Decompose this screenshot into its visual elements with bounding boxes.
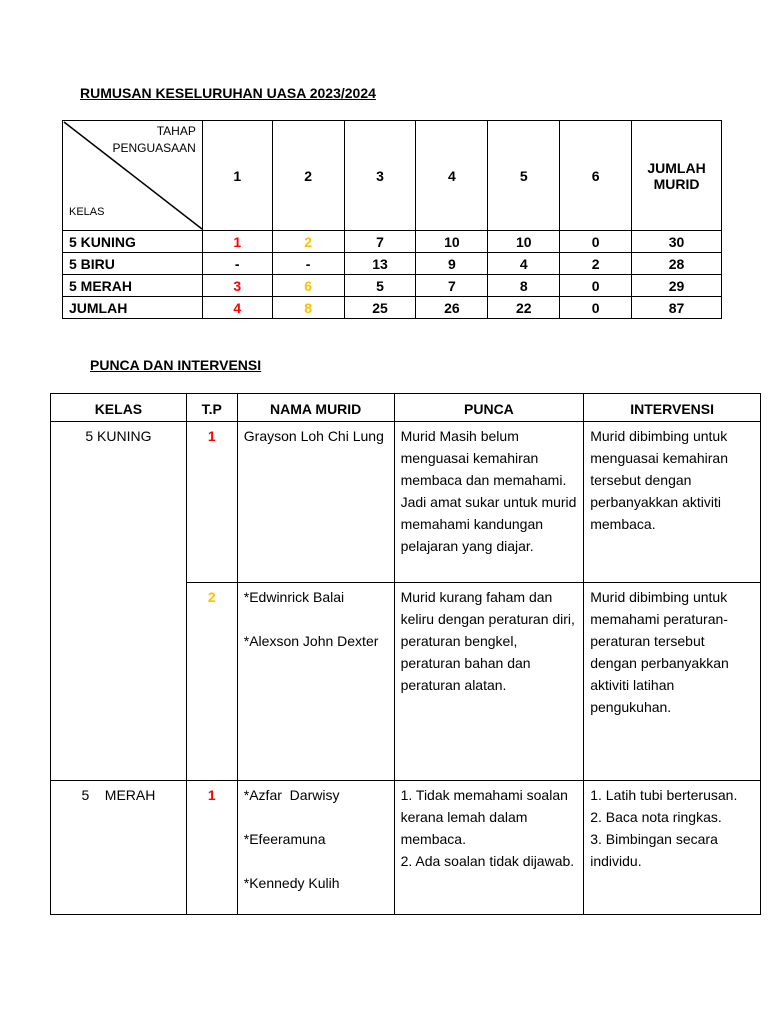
- summary-header-row: [63, 121, 722, 231]
- corner-tahap-label: [112, 123, 195, 157]
- row-value: 13: [344, 253, 416, 275]
- row-kelas: JUMLAH: [63, 297, 203, 319]
- cell-tp: 2: [186, 583, 237, 781]
- cell-tp: 1: [186, 781, 237, 915]
- level-header-1: 1: [202, 121, 272, 231]
- row-value: 0: [560, 275, 632, 297]
- cell-tp: 1: [186, 422, 237, 583]
- row-value: 5: [344, 275, 416, 297]
- total-header-line2: MURID: [653, 175, 700, 192]
- row-kelas: 5 MERAH: [63, 275, 203, 297]
- row-kelas: 5 KUNING: [63, 231, 203, 253]
- header-intervensi: INTERVENSI: [584, 394, 761, 422]
- level-header-4: 4: [416, 121, 488, 231]
- row-value: 3: [202, 275, 272, 297]
- row-kelas: 5 BIRU: [63, 253, 203, 275]
- corner-kelas-label: KELAS: [69, 206, 105, 218]
- corner-header-cell: [63, 121, 203, 231]
- row-total: 87: [632, 297, 722, 319]
- row-value: 7: [416, 275, 488, 297]
- row-value: 9: [416, 253, 488, 275]
- row-total: 28: [632, 253, 722, 275]
- row-value: 4: [488, 253, 560, 275]
- header-tp: T.P: [186, 394, 237, 422]
- summary-table: [62, 120, 722, 319]
- total-header-line1: JUMLAH: [647, 159, 706, 176]
- row-value: 4: [202, 297, 272, 319]
- summary-title: RUMUSAN KESELURUHAN UASA 2023/2024: [80, 85, 376, 101]
- cell-kelas: 5 MERAH: [51, 781, 187, 915]
- cell-punca: Murid kurang faham dan keliru dengan peraturan diri, peraturan bengkel, peraturan bahan dan peraturan alatan.: [394, 583, 584, 781]
- punca-item: 2. Ada soalan tidak dijawab.: [400, 853, 575, 869]
- student-name: *Azfar Darwisy: [243, 787, 340, 803]
- row-total: 30: [632, 231, 722, 253]
- student-name: *Alexson John Dexter: [243, 633, 379, 649]
- level-header-3: 3: [344, 121, 416, 231]
- causes-row: [51, 422, 761, 583]
- corner-tahap-line1: TAHAP: [156, 124, 196, 138]
- cell-names: [237, 583, 394, 781]
- punca-item: 1. Tidak memahami soalan kerana lemah dalam membaca.: [400, 787, 568, 847]
- row-value: 7: [344, 231, 416, 253]
- row-value: 25: [344, 297, 416, 319]
- causes-row: [51, 781, 761, 915]
- cell-punca: Murid Masih belum menguasai kemahiran membaca dan memahami. Jadi amat sukar untuk murid memahami kandungan pelajaran yang diajar.: [394, 422, 584, 583]
- summary-row: [63, 253, 722, 275]
- cell-punca: [394, 781, 584, 915]
- row-value: 8: [272, 297, 344, 319]
- corner-tahap-line2: PENGUASAAN: [112, 141, 196, 155]
- student-name: Grayson Loh Chi Lung: [243, 428, 384, 444]
- intervensi-item: 1. Latih tubi berterusan.: [590, 787, 738, 803]
- row-value: 26: [416, 297, 488, 319]
- cell-intervensi: [584, 781, 761, 915]
- summary-row: [63, 275, 722, 297]
- level-header-6: 6: [560, 121, 632, 231]
- row-value: -: [202, 253, 272, 275]
- row-value: -: [272, 253, 344, 275]
- level-header-5: 5: [488, 121, 560, 231]
- row-total: 29: [632, 275, 722, 297]
- cell-names: [237, 422, 394, 583]
- causes-table: [50, 393, 761, 915]
- student-name: *Efeeramuna: [243, 831, 326, 847]
- row-value: 6: [272, 275, 344, 297]
- student-name: *Kennedy Kulih: [243, 875, 340, 891]
- causes-header-row: [51, 394, 761, 422]
- total-header: [632, 121, 722, 231]
- header-punca: PUNCA: [394, 394, 584, 422]
- causes-title: PUNCA DAN INTERVENSI: [90, 357, 262, 373]
- level-header-2: 2: [272, 121, 344, 231]
- row-value: 10: [416, 231, 488, 253]
- row-value: 2: [560, 253, 632, 275]
- student-name: *Edwinrick Balai: [243, 589, 345, 605]
- cell-intervensi: Murid dibimbing untuk memahami peraturan-peraturan tersebut dengan perbanyakkan aktiviti latihan pengukuhan.: [584, 583, 761, 781]
- intervensi-item: 2. Baca nota ringkas.: [590, 809, 722, 825]
- summary-row: [63, 231, 722, 253]
- row-value: 10: [488, 231, 560, 253]
- row-value: 0: [560, 297, 632, 319]
- summary-total-row: [63, 297, 722, 319]
- row-value: 2: [272, 231, 344, 253]
- row-value: 8: [488, 275, 560, 297]
- cell-intervensi: Murid dibimbing untuk menguasai kemahiran tersebut dengan perbanyakkan aktiviti membaca.: [584, 422, 761, 583]
- row-value: 0: [560, 231, 632, 253]
- row-value: 1: [202, 231, 272, 253]
- header-nama-murid: NAMA MURID: [237, 394, 394, 422]
- cell-kelas: 5 KUNING: [51, 422, 187, 781]
- intervensi-item: 3. Bimbingan secara individu.: [590, 831, 718, 869]
- cell-names: [237, 781, 394, 915]
- header-kelas: KELAS: [51, 394, 187, 422]
- row-value: 22: [488, 297, 560, 319]
